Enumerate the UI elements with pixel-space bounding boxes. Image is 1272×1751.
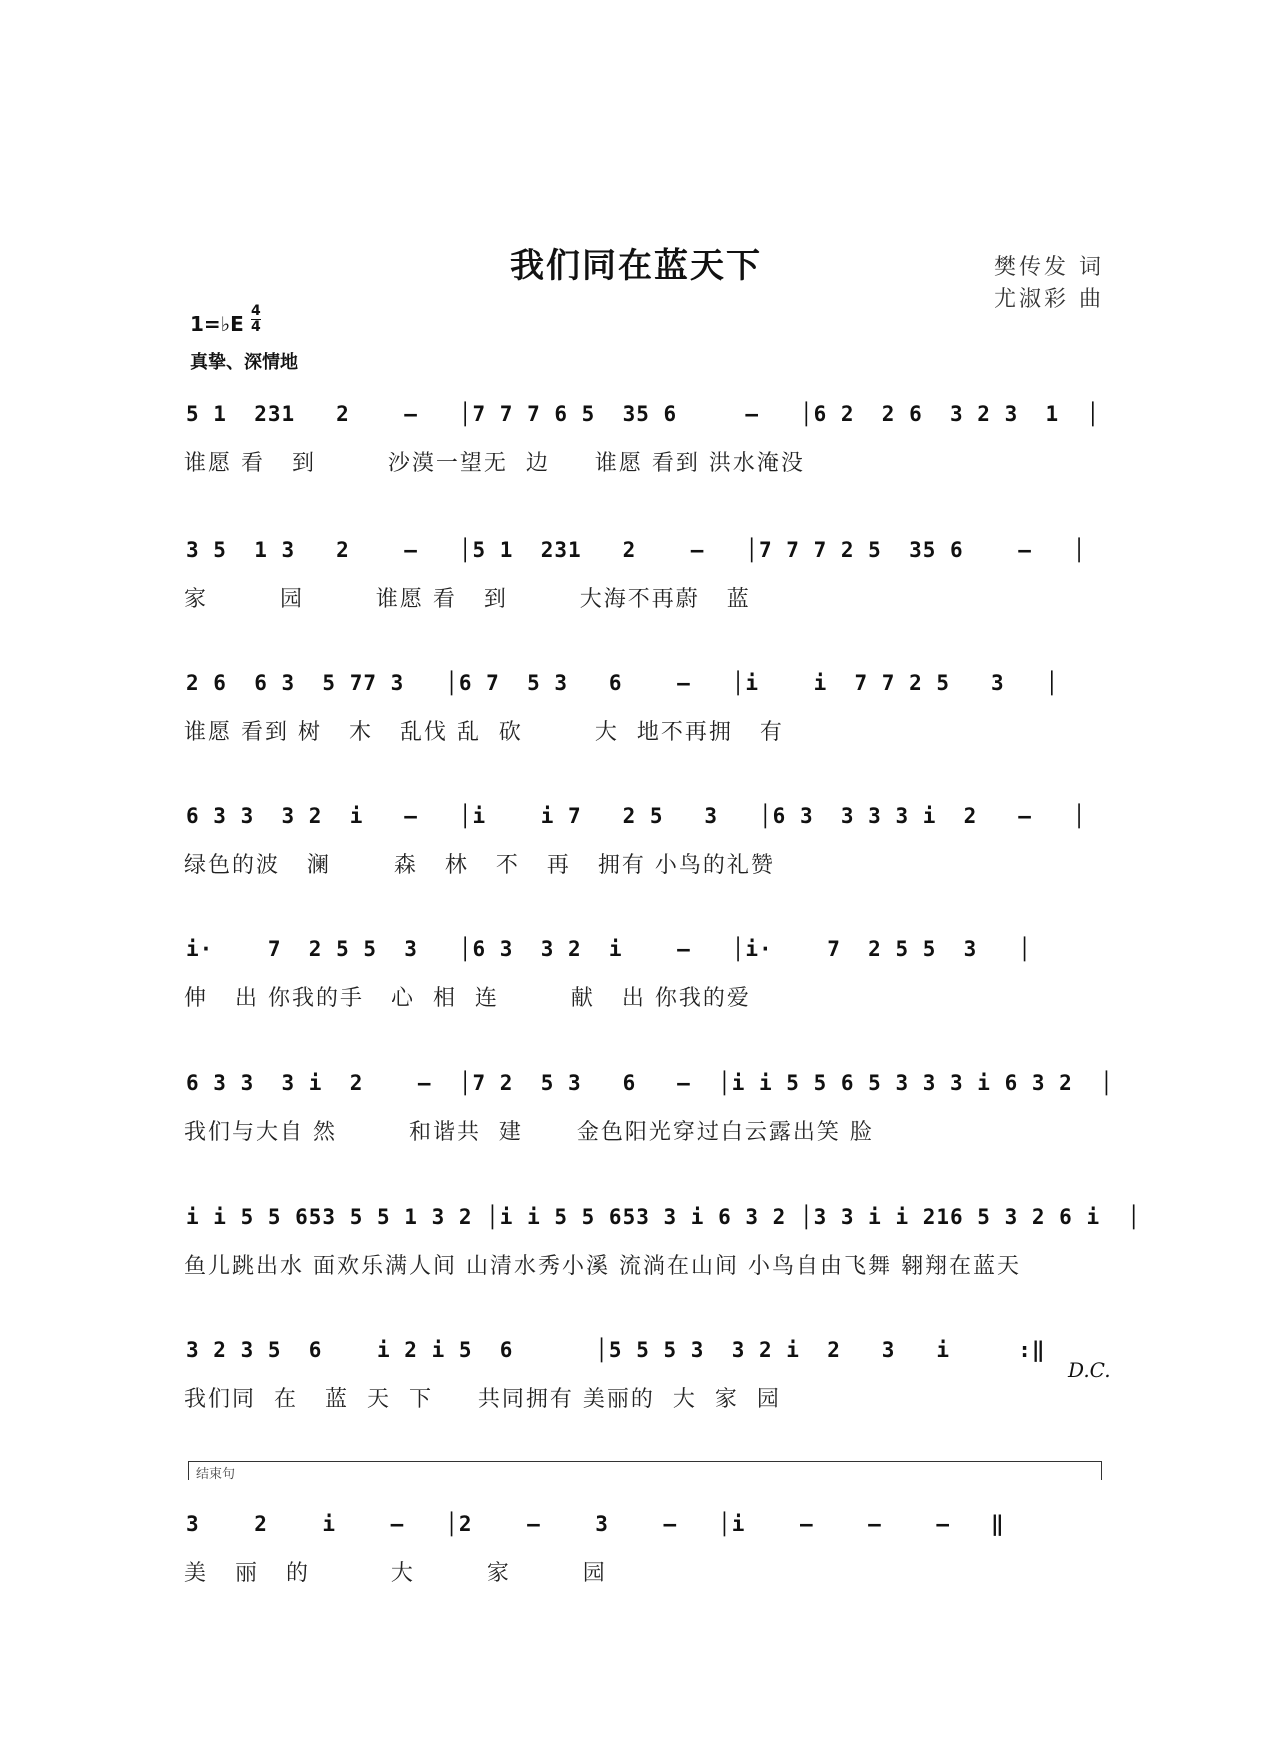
score-line-1 (0, 402, 1272, 522)
lyrics-line-ending: 美 丽 的 大 家 园 (184, 1561, 607, 1586)
dc-mark: D.C. (1068, 1358, 1111, 1382)
composer-credit: 尤淑彩 曲 (994, 287, 1104, 312)
notes-line-7: i i 5 5 653 5 5 1 3 2 │i i 5 5 653 3 i 6 3 2 │3 3 i i 216 5 3 2 6 i │ (186, 1205, 1142, 1229)
time-signature-top: 4 (251, 303, 261, 319)
lyrics-line-5: 伸 出 你我的手 心 相 连 献 出 你我的爱 (184, 986, 751, 1011)
score-line-ending (0, 1512, 1272, 1632)
lyrics-line-2: 家 园 谁愿 看 到 大海不再蔚 蓝 (184, 587, 751, 612)
notes-line-1: 5 1 231 2 – │7 7 7 6 5 35 6 – │6 2 2 6 3 2 3 1 │ (186, 402, 1101, 426)
time-signature (251, 304, 261, 335)
lyrics-line-4: 绿色的波 澜 森 林 不 再 拥有 小鸟的礼赞 (184, 853, 775, 878)
key-signature: 1=♭E (190, 312, 244, 336)
tempo-marking: 真挚、深情地 (190, 352, 298, 373)
time-signature-bottom: 4 (251, 319, 261, 335)
notes-line-ending: 3 2 i – │2 – 3 – │i – – – ‖ (186, 1512, 1005, 1536)
notes-line-4: 6 3 3 3 2 i – │i i 7 2 5 3 │6 3 3 3 3 i 2 – │ (186, 804, 1087, 828)
notes-line-5: i· 7 2 5 5 3 │6 3 3 2 i – │i· 7 2 5 5 3 │ (186, 937, 1032, 961)
notes-line-2: 3 5 1 3 2 – │5 1 231 2 – │7 7 7 2 5 35 6 – │ (186, 538, 1087, 562)
notes-line-8: 3 2 3 5 6 i 2 i 5 6 │5 5 5 3 3 2 i 2 3 i :‖ (186, 1338, 1046, 1362)
song-title: 我们同在蓝天下 (510, 246, 762, 286)
lyrics-line-7: 鱼儿跳出水 面欢乐满人间 山清水秀小溪 流淌在山间 小鸟自由飞舞 翱翔在蓝天 (184, 1254, 1021, 1279)
score-line-8 (0, 1338, 1272, 1458)
score-line-5 (0, 937, 1272, 1057)
lyricist-credit: 樊传发 词 (994, 255, 1104, 280)
lyrics-line-1: 谁愿 看 到 沙漠一望无 边 谁愿 看到 洪水淹没 (184, 451, 805, 476)
lyrics-line-3: 谁愿 看到 树 木 乱伐 乱 砍 大 地不再拥 有 (184, 720, 784, 745)
ending-label: 结束句 (196, 1467, 236, 1482)
score-line-2 (0, 538, 1272, 658)
notes-line-3: 2 6 6 3 5 77 3 │6 7 5 3 6 – │i i 7 7 2 5 3 │ (186, 671, 1060, 695)
score-line-7 (0, 1205, 1272, 1325)
notes-line-6: 6 3 3 3 i 2 – │7 2 5 3 6 – │i i 5 5 6 5 3 3 3 i 6 3 2 │ (186, 1071, 1114, 1095)
lyrics-line-8: 我们同 在 蓝 天 下 共同拥有 美丽的 大 家 园 (184, 1387, 781, 1412)
lyrics-line-6: 我们与大自 然 和谐共 建 金色阳光穿过白云露出笑 脸 (184, 1120, 874, 1145)
score-line-3 (0, 671, 1272, 791)
ending-bracket (188, 1461, 1102, 1480)
score-line-4 (0, 804, 1272, 924)
score-line-6 (0, 1071, 1272, 1191)
